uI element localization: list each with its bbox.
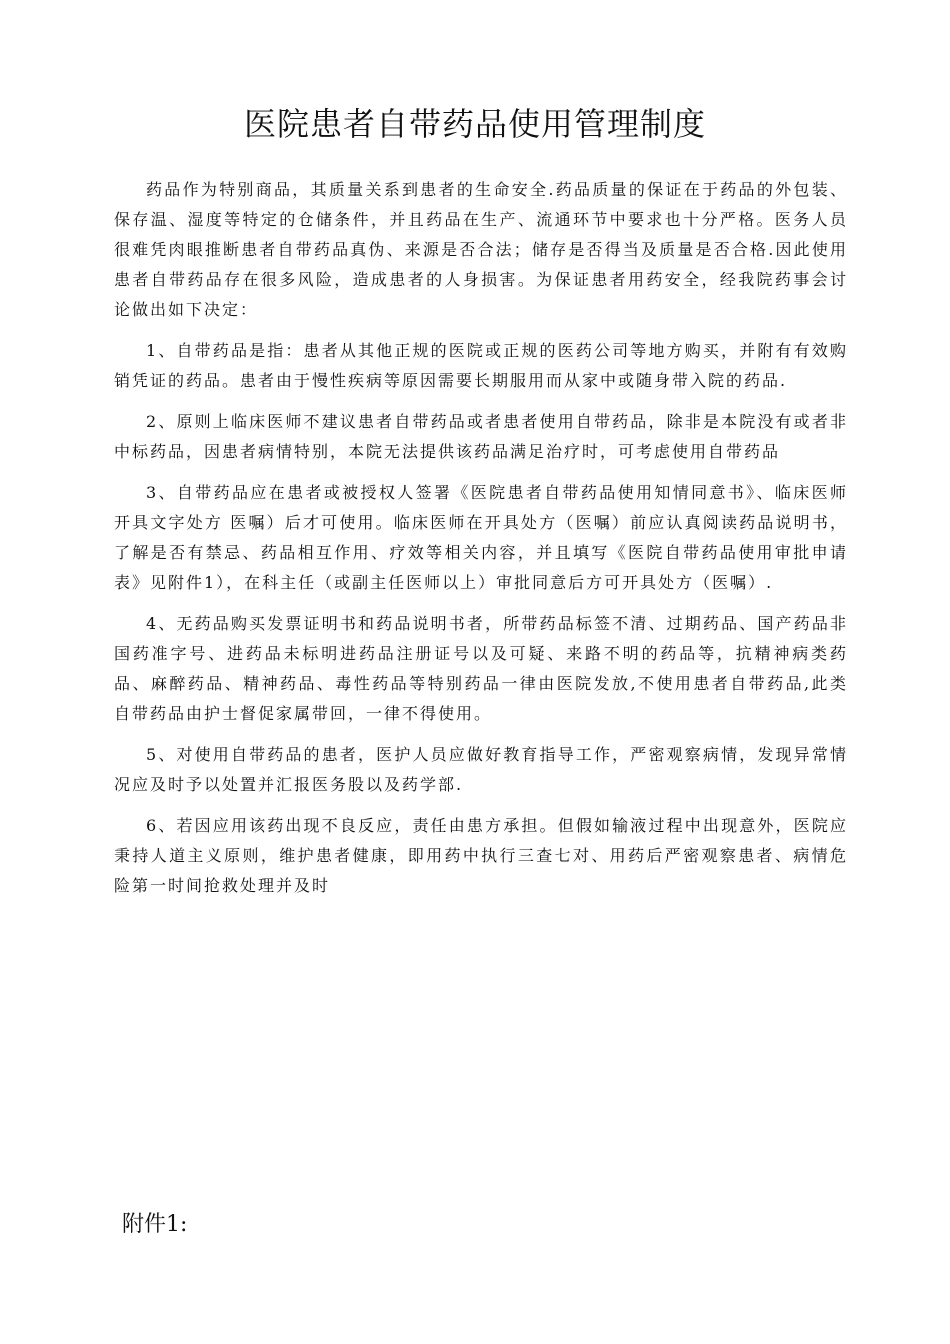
rule-2-paragraph: 2、原则上临床医师不建议患者自带药品或者患者使用自带药品，除非是本院没有或者非中标药品，因患者病情特别，本院无法提供该药品满足治疗时，可考虑使用自带药品 xyxy=(114,412,848,461)
attachment-label: 附件1: xyxy=(122,1212,188,1237)
rule-5-paragraph: 5、对使用自带药品的患者，医护人员应做好教育指导工作，严密观察病情，发现异常情况应及时予以处置并汇报医务股以及药学部. xyxy=(114,745,848,794)
rule-6-paragraph: 6、若因应用该药出现不良反应，责任由患方承担。但假如输液过程中出现意外，医院应秉持人道主义原则，维护患者健康，即用药中执行三查七对、用药后严密观察患者、病情危险第一时间抢救处理并及时 xyxy=(114,816,848,895)
rule-3-paragraph: 3、自带药品应在患者或被授权人签署《医院患者自带药品使用知情同意书》、临床医师开具文字处方 医嘱）后才可使用。临床医师在开具处方（医嘱）前应认真阅读药品说明书，了解是否有禁忌、药品相互作用、疗效等相关内容，并且填写《医院自带药品使用审批申请表》见附件1），在科主任（或副主任医师以上）审批同意后方可开具处方（医嘱）. xyxy=(114,483,848,592)
rule-1-paragraph: 1、自带药品是指：患者从其他正规的医院或正规的医药公司等地方购买，并附有有效购销凭证的药品。患者由于慢性疾病等原因需要长期服用而从家中或随身带入院的药品. xyxy=(114,341,848,390)
rule-4-paragraph: 4、无药品购买发票证明书和药品说明书者，所带药品标签不清、过期药品、国产药品非国药准字号、进药品未标明进药品注册证号以及可疑、来路不明的药品等，抗精神病类药品、麻醉药品、精神药品、毒性药品等特别药品一律由医院发放,不使用患者自带药品,此类自带药品由护士督促家属带回，一律不得使用。 xyxy=(114,614,848,723)
document-title: 医院患者自带药品使用管理制度 xyxy=(243,105,706,143)
document-body xyxy=(114,175,848,912)
intro-paragraph: 药品作为特别商品，其质量关系到患者的生命安全.药品质量的保证在于药品的外包装、保存温、湿度等特定的仓储条件，并且药品在生产、流通环节中要求也十分严格。医务人员很难凭肉眼推断患者自带药品真伪、来源是否合法；储存是否得当及质量是否合格.因此使用患者自带药品存在很多风险，造成患者的人身损害。为保证患者用药安全，经我院药事会讨论做出如下决定： xyxy=(114,180,848,319)
